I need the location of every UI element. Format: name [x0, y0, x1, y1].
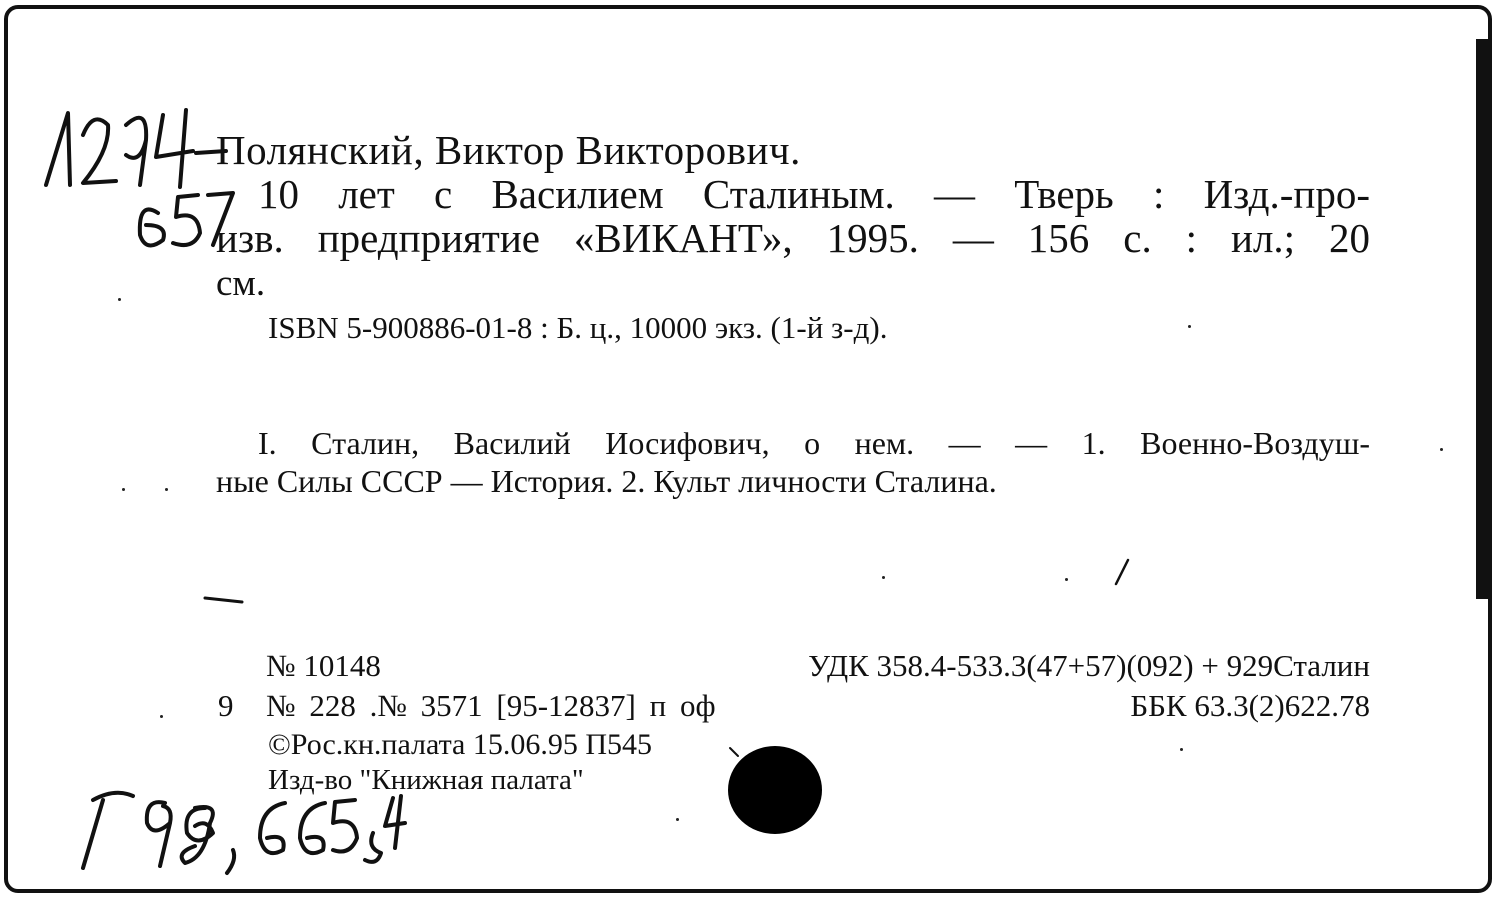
speck — [882, 576, 885, 579]
title-line-2: изв. предприятие «ВИКАНТ», 1995. — 156 с. : ил.; 20 — [216, 215, 1370, 261]
book-chamber-line: ©Рос.кн.палата 15.06.95 П545 — [268, 728, 653, 761]
subjects-line-1: I. Сталин, Василий Иосифович, о нем. — — 1. Военно-Воздуш- — [258, 425, 1370, 461]
hand-drawn-circle — [720, 738, 830, 842]
numbers-line: № 228 .№ 3571 [95-12837] п оф — [266, 688, 716, 723]
digit-nine: 9 — [218, 688, 234, 723]
speck — [1188, 325, 1191, 328]
speck — [165, 488, 168, 491]
speck — [1440, 448, 1443, 451]
author-heading: Полянский, Виктор Викторович. — [216, 127, 801, 173]
title-line-1: 10 лет с Василием Сталиным. — Тверь : Изд.-про- — [258, 171, 1370, 217]
speck — [1065, 578, 1068, 581]
publisher-line: Изд-во "Книжная палата" — [268, 764, 584, 796]
bbk-code: ББК 63.3(2)622.78 — [1130, 688, 1370, 723]
speck — [160, 715, 163, 718]
speck — [1180, 748, 1183, 751]
udk-code: УДК 358.4-533.3(47+57)(092) + 929Сталин — [808, 648, 1370, 683]
record-number: № 10148 — [266, 648, 381, 683]
subjects-line-2: ные Силы СССР — История. 2. Культ личности Сталина. — [216, 463, 997, 499]
title-line-3: см. — [216, 263, 266, 304]
speck — [122, 488, 125, 491]
speck — [118, 298, 121, 301]
isbn-line: ISBN 5-900886-01-8 : Б. ц., 10000 экз. (1-й з-д). — [268, 310, 888, 345]
speck — [676, 818, 679, 821]
handwritten-shelfmark — [55, 778, 415, 888]
